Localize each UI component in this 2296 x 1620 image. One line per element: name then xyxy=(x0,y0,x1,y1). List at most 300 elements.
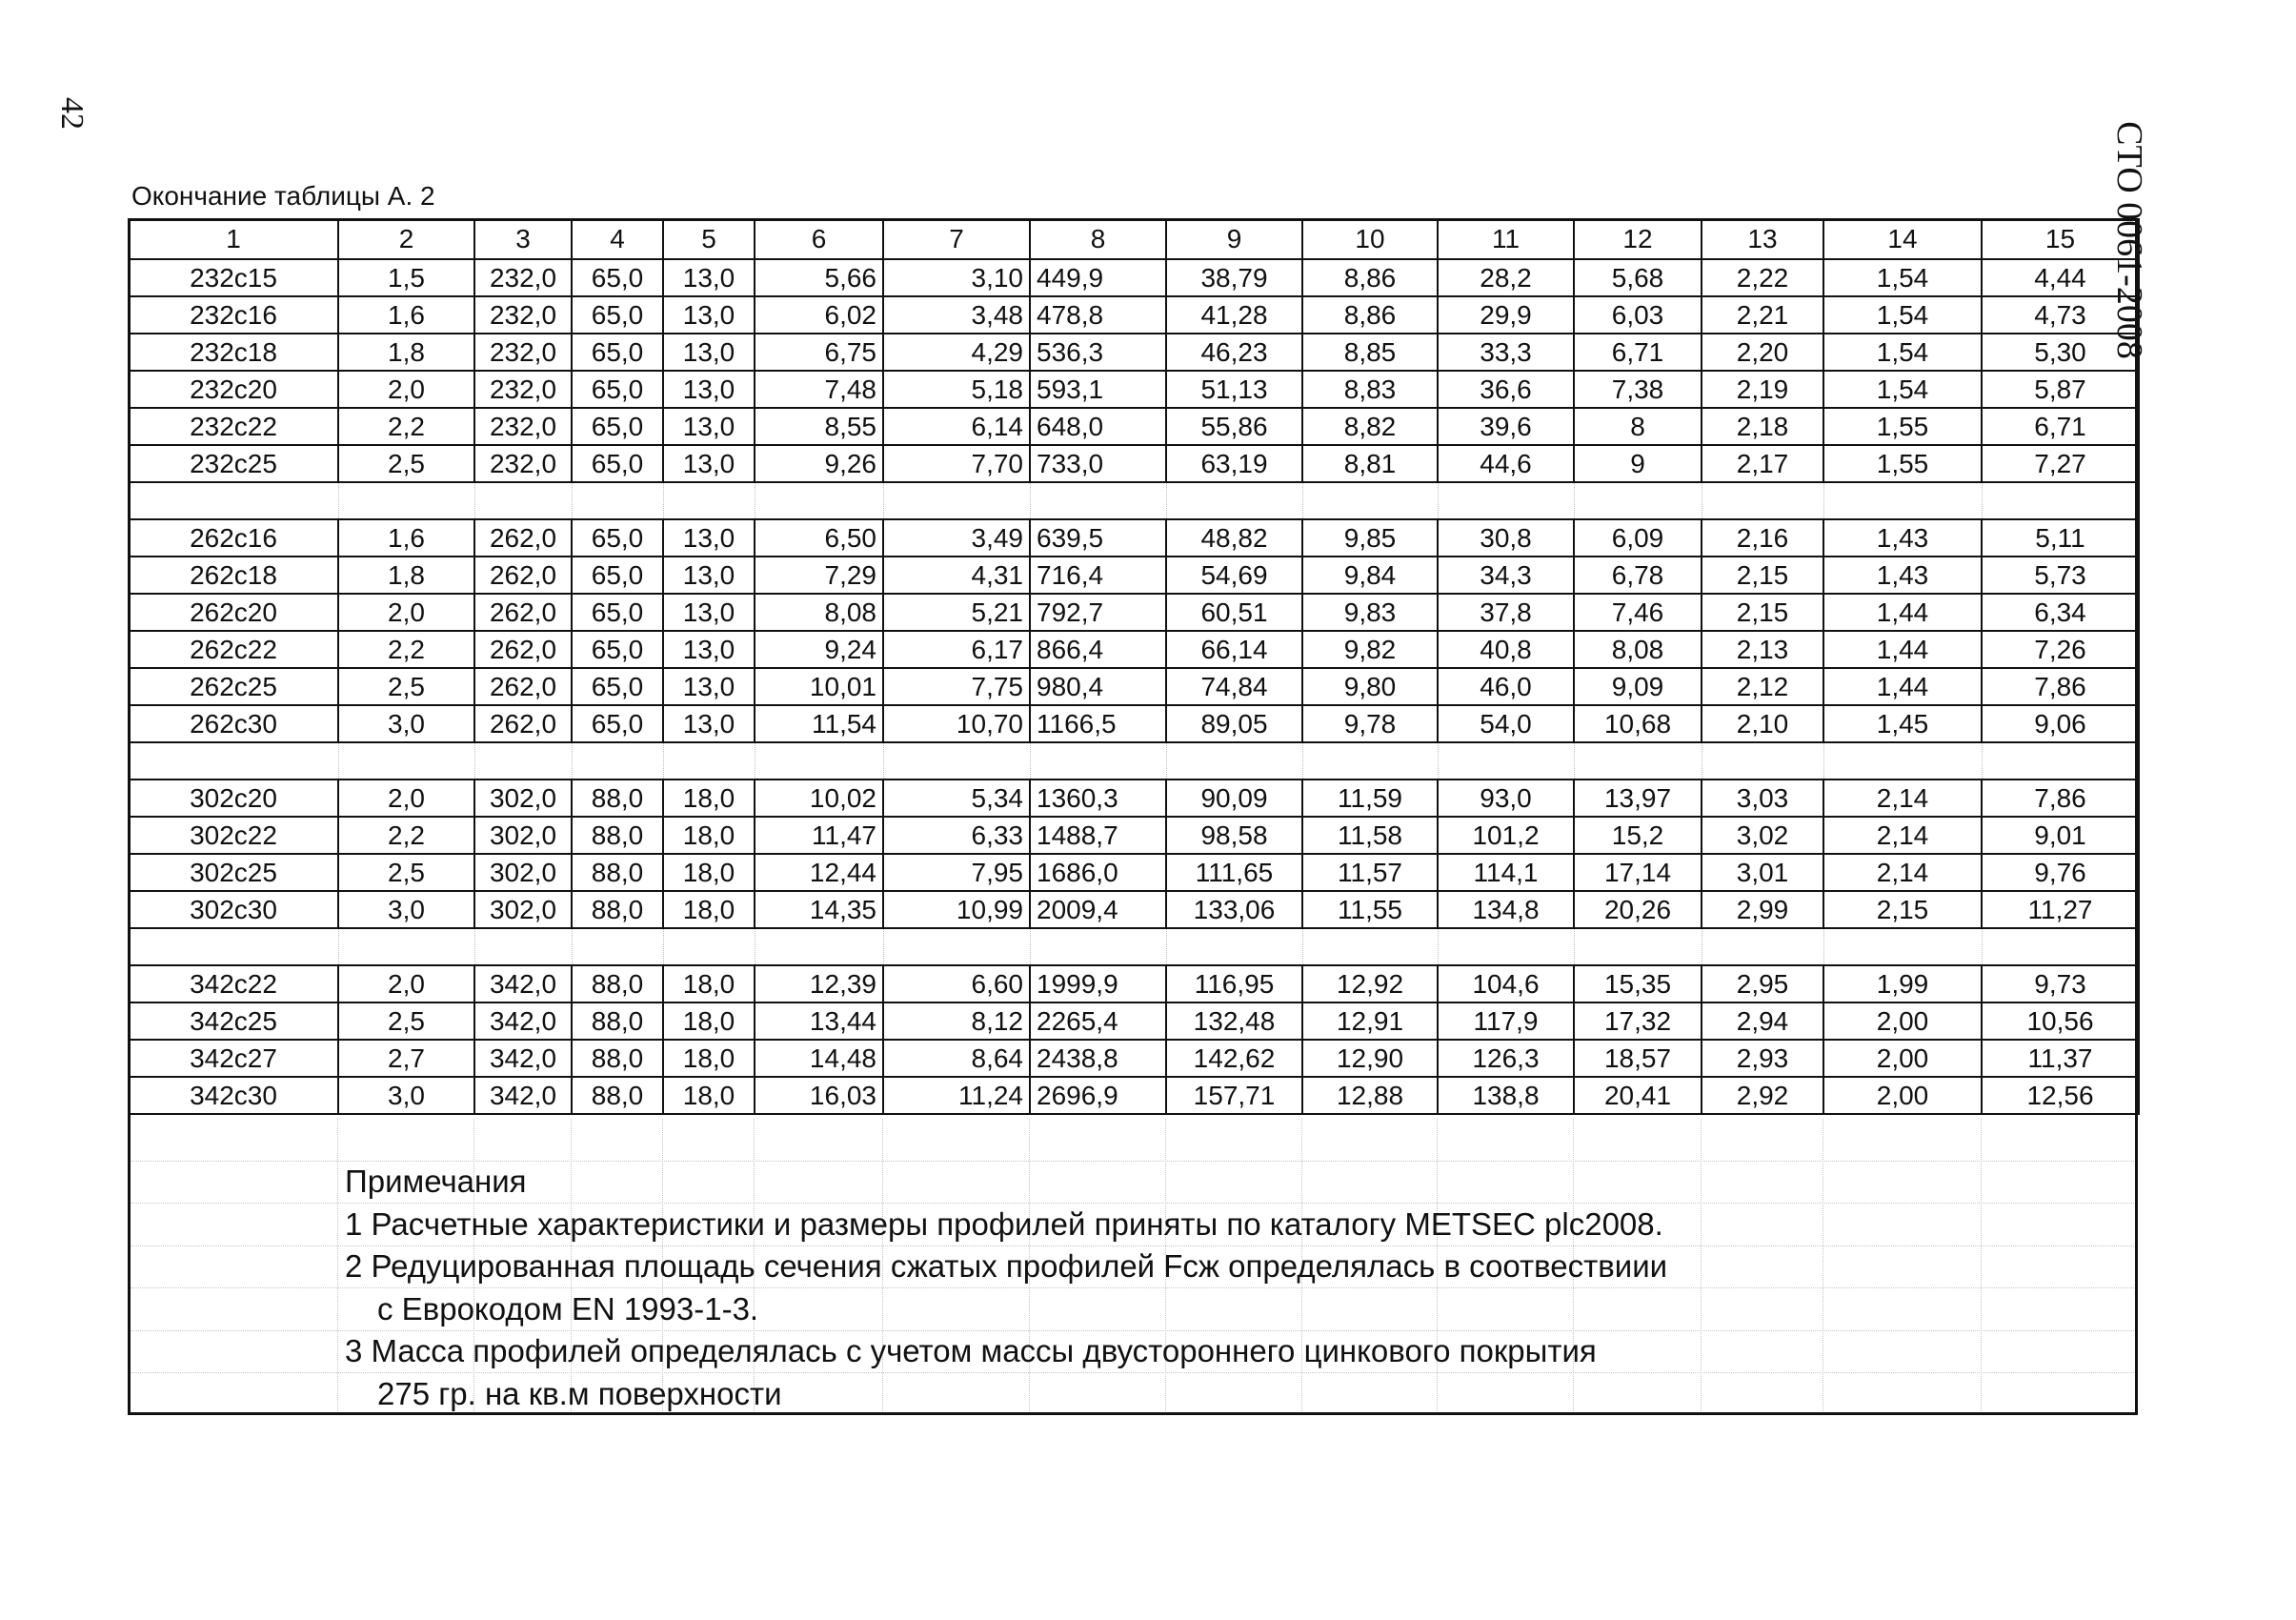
table-cell: 716,4 xyxy=(1030,557,1166,594)
table-cell: 1,6 xyxy=(338,296,474,334)
table-cell: 9,01 xyxy=(1982,817,2139,854)
table-cell: 3,03 xyxy=(1702,780,1823,817)
table-cell: 20,26 xyxy=(1574,891,1702,928)
table-cell: 28,2 xyxy=(1438,259,1574,296)
table-cell: 2,15 xyxy=(1702,594,1823,631)
table-cell: 449,9 xyxy=(1030,259,1166,296)
table-cell: 9,80 xyxy=(1302,668,1438,705)
table-cell: 8,85 xyxy=(1302,334,1438,371)
table-cell: 2009,4 xyxy=(1030,891,1166,928)
table-cell: 2,13 xyxy=(1702,631,1823,668)
table-cell: 1,5 xyxy=(338,259,474,296)
table-cell: 2438,8 xyxy=(1030,1040,1166,1077)
profile-name-cell: 262c20 xyxy=(129,594,338,631)
table-cell: 13,0 xyxy=(663,296,755,334)
table-cell: 157,71 xyxy=(1166,1077,1302,1114)
table-cell: 7,46 xyxy=(1574,594,1702,631)
table-cell: 3,0 xyxy=(338,705,474,742)
table-cell: 7,75 xyxy=(883,668,1030,705)
table-cell: 114,1 xyxy=(1438,854,1574,891)
note-1: 1 Расчетные характеристики и размеры профилей приняты по каталогу METSEC plc2008. xyxy=(345,1205,1663,1242)
table-cell: 88,0 xyxy=(572,1040,663,1077)
table-cell: 1,54 xyxy=(1823,259,1982,296)
table-cell: 342,0 xyxy=(474,1002,572,1040)
table-cell: 2,0 xyxy=(338,965,474,1002)
table-cell: 11,57 xyxy=(1302,854,1438,891)
profile-name-cell: 342c27 xyxy=(129,1040,338,1077)
table-cell: 13,97 xyxy=(1574,780,1702,817)
table-cell: 2,20 xyxy=(1702,334,1823,371)
table-cell: 5,11 xyxy=(1982,519,2139,557)
table-cell: 536,3 xyxy=(1030,334,1166,371)
table-cell: 11,27 xyxy=(1982,891,2139,928)
header-cell: 7 xyxy=(883,219,1030,259)
table-cell: 2,5 xyxy=(338,854,474,891)
table-cell: 2,5 xyxy=(338,1002,474,1040)
table-cell: 1488,7 xyxy=(1030,817,1166,854)
table-cell: 12,92 xyxy=(1302,965,1438,1002)
table-cell: 38,79 xyxy=(1166,259,1302,296)
table-cell: 7,86 xyxy=(1982,668,2139,705)
table-cell: 6,09 xyxy=(1574,519,1702,557)
table-cell: 2,93 xyxy=(1702,1040,1823,1077)
table-caption: Окончание таблицы А. 2 xyxy=(131,181,435,211)
note-2: 2 Редуцированная площадь сечения сжатых профилей Fcж определялась в соотвествиии xyxy=(345,1248,1668,1284)
table-cell: 12,39 xyxy=(755,965,883,1002)
table-cell: 6,14 xyxy=(883,408,1030,445)
table-cell: 4,29 xyxy=(883,334,1030,371)
header-cell: 11 xyxy=(1438,219,1574,259)
table-cell: 1,54 xyxy=(1823,296,1982,334)
table-cell: 302,0 xyxy=(474,854,572,891)
header-cell: 9 xyxy=(1166,219,1302,259)
table-cell: 65,0 xyxy=(572,668,663,705)
profile-name-cell: 302c20 xyxy=(129,780,338,817)
table-cell: 46,0 xyxy=(1438,668,1574,705)
table-cell: 2,14 xyxy=(1823,854,1982,891)
note-3: 3 Масса профилей определялась с учетом массы двустороннего цинкового покрытия xyxy=(345,1333,1597,1368)
table-cell: 9,06 xyxy=(1982,705,2139,742)
table-cell: 88,0 xyxy=(572,854,663,891)
table-cell: 302,0 xyxy=(474,780,572,817)
table-cell: 1,44 xyxy=(1823,631,1982,668)
table-cell: 262,0 xyxy=(474,594,572,631)
table-cell: 93,0 xyxy=(1438,780,1574,817)
table-cell: 101,2 xyxy=(1438,817,1574,854)
table-cell: 2,14 xyxy=(1823,817,1982,854)
header-cell: 6 xyxy=(755,219,883,259)
table-cell: 13,0 xyxy=(663,594,755,631)
table-cell: 133,06 xyxy=(1166,891,1302,928)
table-cell: 232,0 xyxy=(474,296,572,334)
table-cell: 6,60 xyxy=(883,965,1030,1002)
table-cell: 2,2 xyxy=(338,408,474,445)
header-cell: 13 xyxy=(1702,219,1823,259)
table-cell: 4,31 xyxy=(883,557,1030,594)
table-cell: 18,0 xyxy=(663,1040,755,1077)
table-cell: 639,5 xyxy=(1030,519,1166,557)
table-cell: 302,0 xyxy=(474,891,572,928)
table-cell: 17,32 xyxy=(1574,1002,1702,1040)
table-cell: 11,24 xyxy=(883,1077,1030,1114)
table-cell: 232,0 xyxy=(474,408,572,445)
table-cell: 18,0 xyxy=(663,1077,755,1114)
table-cell: 117,9 xyxy=(1438,1002,1574,1040)
table-cell: 17,14 xyxy=(1574,854,1702,891)
table-cell: 5,30 xyxy=(1982,334,2139,371)
table-cell: 11,55 xyxy=(1302,891,1438,928)
table-cell: 11,59 xyxy=(1302,780,1438,817)
table-cell: 18,57 xyxy=(1574,1040,1702,1077)
table-cell: 9,09 xyxy=(1574,668,1702,705)
table-cell: 6,33 xyxy=(883,817,1030,854)
table-cell: 2,22 xyxy=(1702,259,1823,296)
table-cell: 13,0 xyxy=(663,334,755,371)
document-code: СТО 0061-2008 xyxy=(2108,121,2149,359)
header-cell: 1 xyxy=(129,219,338,259)
table-cell: 74,84 xyxy=(1166,668,1302,705)
table-cell: 232,0 xyxy=(474,259,572,296)
table-cell: 9,24 xyxy=(755,631,883,668)
table-cell: 262,0 xyxy=(474,519,572,557)
table-cell: 88,0 xyxy=(572,965,663,1002)
table-cell: 7,48 xyxy=(755,371,883,408)
table-cell: 2,5 xyxy=(338,445,474,482)
table-cell: 2,12 xyxy=(1702,668,1823,705)
table-cell: 13,0 xyxy=(663,259,755,296)
table-cell: 9,76 xyxy=(1982,854,2139,891)
table-cell: 2,16 xyxy=(1702,519,1823,557)
table-cell: 6,34 xyxy=(1982,594,2139,631)
table-cell: 60,51 xyxy=(1166,594,1302,631)
table-cell: 9,84 xyxy=(1302,557,1438,594)
table-cell: 2,0 xyxy=(338,594,474,631)
table-cell: 3,02 xyxy=(1702,817,1823,854)
table-cell: 8,86 xyxy=(1302,296,1438,334)
table-cell: 1,45 xyxy=(1823,705,1982,742)
table-cell: 262,0 xyxy=(474,705,572,742)
table-cell: 65,0 xyxy=(572,259,663,296)
table-cell: 5,34 xyxy=(883,780,1030,817)
profile-name-cell: 262c25 xyxy=(129,668,338,705)
table-cell: 88,0 xyxy=(572,817,663,854)
table-cell: 9 xyxy=(1574,445,1702,482)
profile-name-cell: 342c22 xyxy=(129,965,338,1002)
table-cell: 18,0 xyxy=(663,780,755,817)
header-cell: 10 xyxy=(1302,219,1438,259)
table-cell: 2,21 xyxy=(1702,296,1823,334)
table-cell: 88,0 xyxy=(572,780,663,817)
table-cell: 13,0 xyxy=(663,557,755,594)
header-cell: 8 xyxy=(1030,219,1166,259)
table-cell: 65,0 xyxy=(572,557,663,594)
table-cell: 65,0 xyxy=(572,705,663,742)
table-cell: 12,91 xyxy=(1302,1002,1438,1040)
table-cell: 232,0 xyxy=(474,445,572,482)
table-cell: 5,68 xyxy=(1574,259,1702,296)
table-cell: 1,54 xyxy=(1823,334,1982,371)
table-cell: 6,71 xyxy=(1574,334,1702,371)
table-cell: 1,43 xyxy=(1823,557,1982,594)
table-cell: 9,82 xyxy=(1302,631,1438,668)
profile-name-cell: 302c22 xyxy=(129,817,338,854)
profile-name-cell: 232c20 xyxy=(129,371,338,408)
table-cell: 9,83 xyxy=(1302,594,1438,631)
table-cell: 90,09 xyxy=(1166,780,1302,817)
table-cell: 302,0 xyxy=(474,817,572,854)
table-cell: 18,0 xyxy=(663,1002,755,1040)
table-cell: 733,0 xyxy=(1030,445,1166,482)
table-cell: 13,0 xyxy=(663,408,755,445)
table-cell: 1360,3 xyxy=(1030,780,1166,817)
table-cell: 866,4 xyxy=(1030,631,1166,668)
table-cell: 1,99 xyxy=(1823,965,1982,1002)
table-cell: 2,92 xyxy=(1702,1077,1823,1114)
table-cell: 65,0 xyxy=(572,594,663,631)
table-cell: 65,0 xyxy=(572,334,663,371)
table-cell: 12,56 xyxy=(1982,1077,2139,1114)
table-cell: 63,19 xyxy=(1166,445,1302,482)
table-cell: 8,83 xyxy=(1302,371,1438,408)
table-cell: 1,8 xyxy=(338,557,474,594)
table-cell: 132,48 xyxy=(1166,1002,1302,1040)
profile-name-cell: 262c22 xyxy=(129,631,338,668)
table-cell: 8,86 xyxy=(1302,259,1438,296)
table-cell: 7,86 xyxy=(1982,780,2139,817)
notes-title: Примечания xyxy=(345,1164,527,1199)
table-cell: 262,0 xyxy=(474,668,572,705)
table-cell: 262,0 xyxy=(474,631,572,668)
page-number: 42 xyxy=(54,97,90,130)
table-frame xyxy=(128,218,2138,1415)
table-cell: 8,08 xyxy=(755,594,883,631)
table-cell: 8 xyxy=(1574,408,1702,445)
table-cell: 9,73 xyxy=(1982,965,2139,1002)
table-cell: 6,71 xyxy=(1982,408,2139,445)
profile-name-cell: 232c25 xyxy=(129,445,338,482)
table-cell: 2,00 xyxy=(1823,1040,1982,1077)
table-cell: 89,05 xyxy=(1166,705,1302,742)
table-cell: 18,0 xyxy=(663,854,755,891)
profile-name-cell: 232c22 xyxy=(129,408,338,445)
table-cell: 34,3 xyxy=(1438,557,1574,594)
table-cell: 1166,5 xyxy=(1030,705,1166,742)
table-cell: 5,73 xyxy=(1982,557,2139,594)
table-cell: 51,13 xyxy=(1166,371,1302,408)
table-cell: 2,15 xyxy=(1823,891,1982,928)
table-cell: 10,70 xyxy=(883,705,1030,742)
table-cell: 2,14 xyxy=(1823,780,1982,817)
table-cell: 7,70 xyxy=(883,445,1030,482)
table-cell: 11,37 xyxy=(1982,1040,2139,1077)
table-cell: 1,55 xyxy=(1823,445,1982,482)
table-cell: 142,62 xyxy=(1166,1040,1302,1077)
table-cell: 2265,4 xyxy=(1030,1002,1166,1040)
table-cell: 2,0 xyxy=(338,780,474,817)
header-cell: 4 xyxy=(572,219,663,259)
table-cell: 18,0 xyxy=(663,891,755,928)
table-cell: 12,44 xyxy=(755,854,883,891)
table-cell: 8,82 xyxy=(1302,408,1438,445)
table-cell: 40,8 xyxy=(1438,631,1574,668)
table-cell: 36,6 xyxy=(1438,371,1574,408)
profile-name-cell: 262c30 xyxy=(129,705,338,742)
table-cell: 16,03 xyxy=(755,1077,883,1114)
table-cell: 8,81 xyxy=(1302,445,1438,482)
profile-name-cell: 232c16 xyxy=(129,296,338,334)
table-cell: 13,44 xyxy=(755,1002,883,1040)
table-cell: 7,38 xyxy=(1574,371,1702,408)
table-cell: 1,43 xyxy=(1823,519,1982,557)
table-cell: 6,78 xyxy=(1574,557,1702,594)
table-cell: 980,4 xyxy=(1030,668,1166,705)
table-cell: 3,49 xyxy=(883,519,1030,557)
table-cell: 1,6 xyxy=(338,519,474,557)
table-cell: 138,8 xyxy=(1438,1077,1574,1114)
table-cell: 12,88 xyxy=(1302,1077,1438,1114)
table-cell: 1,54 xyxy=(1823,371,1982,408)
table-cell: 39,6 xyxy=(1438,408,1574,445)
table-cell: 9,26 xyxy=(755,445,883,482)
table-cell: 6,75 xyxy=(755,334,883,371)
table-cell: 13,0 xyxy=(663,445,755,482)
table-cell: 2,19 xyxy=(1702,371,1823,408)
table-cell: 9,78 xyxy=(1302,705,1438,742)
profile-name-cell: 342c25 xyxy=(129,1002,338,1040)
table-cell: 18,0 xyxy=(663,817,755,854)
table-cell: 10,99 xyxy=(883,891,1030,928)
note-3-continuation: 275 гр. на кв.м поверхности xyxy=(377,1375,782,1411)
table-cell: 8,64 xyxy=(883,1040,1030,1077)
table-cell: 13,0 xyxy=(663,371,755,408)
table-cell: 5,87 xyxy=(1982,371,2139,408)
table-cell: 65,0 xyxy=(572,519,663,557)
table-cell: 232,0 xyxy=(474,371,572,408)
table-cell: 10,56 xyxy=(1982,1002,2139,1040)
table-cell: 2,7 xyxy=(338,1040,474,1077)
table-cell: 13,0 xyxy=(663,705,755,742)
profile-name-cell: 302c25 xyxy=(129,854,338,891)
table-cell: 2,10 xyxy=(1702,705,1823,742)
table-cell: 13,0 xyxy=(663,668,755,705)
table-cell: 5,18 xyxy=(883,371,1030,408)
table-cell: 2,18 xyxy=(1702,408,1823,445)
table-cell: 232,0 xyxy=(474,334,572,371)
table-cell: 1,44 xyxy=(1823,668,1982,705)
table-cell: 1999,9 xyxy=(1030,965,1166,1002)
table-cell: 111,65 xyxy=(1166,854,1302,891)
table-cell: 6,17 xyxy=(883,631,1030,668)
table-cell: 3,48 xyxy=(883,296,1030,334)
table-cell: 15,35 xyxy=(1574,965,1702,1002)
table-cell: 2,2 xyxy=(338,631,474,668)
note-2-continuation: с Еврокодом EN 1993-1-3. xyxy=(377,1290,759,1326)
table-cell: 2696,9 xyxy=(1030,1077,1166,1114)
table-cell: 2,15 xyxy=(1702,557,1823,594)
table-cell: 88,0 xyxy=(572,1077,663,1114)
table-cell: 13,0 xyxy=(663,519,755,557)
table-cell: 12,90 xyxy=(1302,1040,1438,1077)
table-cell: 11,47 xyxy=(755,817,883,854)
table-cell: 44,6 xyxy=(1438,445,1574,482)
table-cell: 98,58 xyxy=(1166,817,1302,854)
table-cell: 18,0 xyxy=(663,965,755,1002)
table-cell: 2,94 xyxy=(1702,1002,1823,1040)
table-cell: 2,00 xyxy=(1823,1002,1982,1040)
table-cell: 11,58 xyxy=(1302,817,1438,854)
table-cell: 5,21 xyxy=(883,594,1030,631)
table-cell: 342,0 xyxy=(474,1077,572,1114)
table-cell: 8,55 xyxy=(755,408,883,445)
header-cell: 2 xyxy=(338,219,474,259)
table-cell: 41,28 xyxy=(1166,296,1302,334)
table-cell: 2,95 xyxy=(1702,965,1823,1002)
table-cell: 2,0 xyxy=(338,371,474,408)
table-cell: 3,01 xyxy=(1702,854,1823,891)
table-cell: 11,54 xyxy=(755,705,883,742)
table-cell: 10,01 xyxy=(755,668,883,705)
table-cell: 9,85 xyxy=(1302,519,1438,557)
table-cell: 1,55 xyxy=(1823,408,1982,445)
table-cell: 48,82 xyxy=(1166,519,1302,557)
profile-name-cell: 302c30 xyxy=(129,891,338,928)
table-cell: 15,2 xyxy=(1574,817,1702,854)
table-cell: 54,0 xyxy=(1438,705,1574,742)
table-cell: 2,2 xyxy=(338,817,474,854)
table-cell: 116,95 xyxy=(1166,965,1302,1002)
table-cell: 5,66 xyxy=(755,259,883,296)
table-cell: 104,6 xyxy=(1438,965,1574,1002)
table-cell: 33,3 xyxy=(1438,334,1574,371)
table-cell: 88,0 xyxy=(572,1002,663,1040)
table-cell: 8,08 xyxy=(1574,631,1702,668)
table-cell: 792,7 xyxy=(1030,594,1166,631)
table-cell: 2,17 xyxy=(1702,445,1823,482)
table-cell: 7,27 xyxy=(1982,445,2139,482)
table-cell: 1686,0 xyxy=(1030,854,1166,891)
profile-name-cell: 262c16 xyxy=(129,519,338,557)
table-cell: 88,0 xyxy=(572,891,663,928)
profile-name-cell: 232c18 xyxy=(129,334,338,371)
profile-name-cell: 232c15 xyxy=(129,259,338,296)
table-cell: 8,12 xyxy=(883,1002,1030,1040)
table-cell: 2,5 xyxy=(338,668,474,705)
table-cell: 46,23 xyxy=(1166,334,1302,371)
table-cell: 14,48 xyxy=(755,1040,883,1077)
table-cell: 37,8 xyxy=(1438,594,1574,631)
table-cell: 6,02 xyxy=(755,296,883,334)
header-cell: 3 xyxy=(474,219,572,259)
table-cell: 1,44 xyxy=(1823,594,1982,631)
table-cell: 3,10 xyxy=(883,259,1030,296)
table-cell: 2,00 xyxy=(1823,1077,1982,1114)
profile-name-cell: 342c30 xyxy=(129,1077,338,1114)
table-cell: 3,0 xyxy=(338,891,474,928)
table-cell: 65,0 xyxy=(572,631,663,668)
table-cell: 342,0 xyxy=(474,965,572,1002)
table-cell: 30,8 xyxy=(1438,519,1574,557)
profile-name-cell: 262c18 xyxy=(129,557,338,594)
table-cell: 29,9 xyxy=(1438,296,1574,334)
header-cell: 5 xyxy=(663,219,755,259)
table-cell: 13,0 xyxy=(663,631,755,668)
table-cell: 65,0 xyxy=(572,296,663,334)
table-cell: 342,0 xyxy=(474,1040,572,1077)
table-cell: 7,26 xyxy=(1982,631,2139,668)
table-cell: 7,29 xyxy=(755,557,883,594)
table-cell: 7,95 xyxy=(883,854,1030,891)
table-cell: 2,99 xyxy=(1702,891,1823,928)
